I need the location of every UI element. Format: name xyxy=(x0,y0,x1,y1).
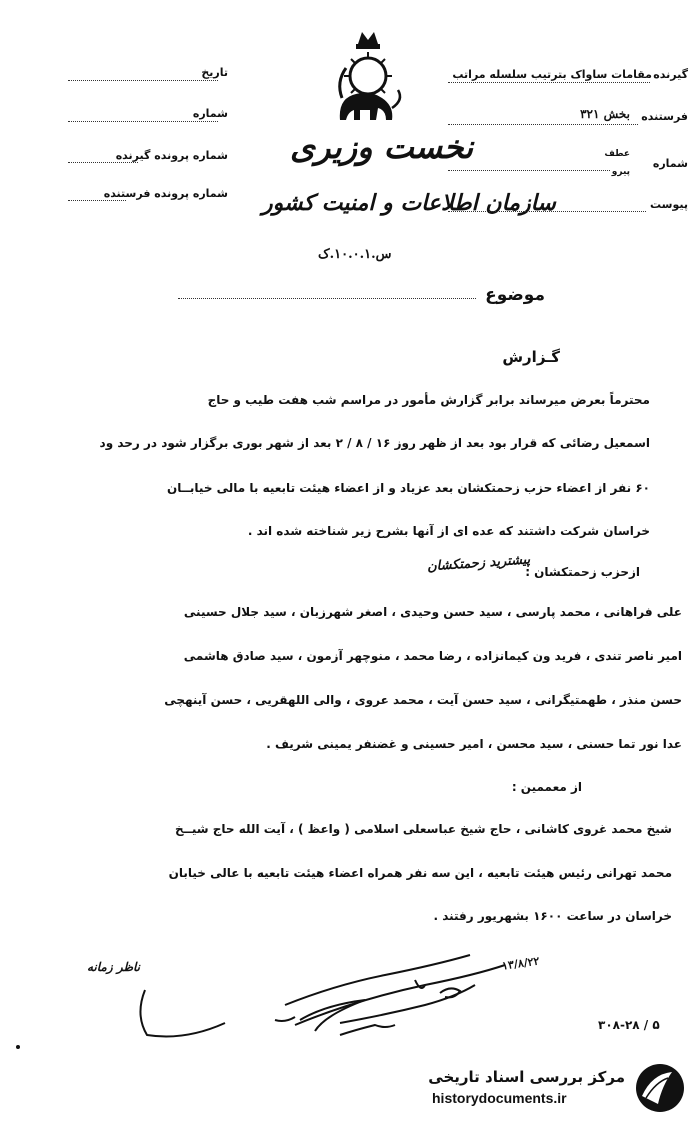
date-dotted-line xyxy=(68,80,218,81)
clergy-line: شیخ محمد غروی کاشانی ، حاج شیخ عباسعلی اسلامی ( واعظ ) ، آیت الله حاج شیــخ xyxy=(175,822,672,836)
attachment-label: پیوست xyxy=(650,198,688,211)
recipient-label: گیرنده xyxy=(653,68,688,81)
recipient-value: مقامات ساواک بترتیب سلسله مراتب xyxy=(452,68,652,81)
report-heading: گـزارش xyxy=(502,348,560,366)
lion-and-sun-emblem-icon xyxy=(326,28,410,128)
clergy-heading: از معممین : xyxy=(511,780,582,794)
body-line: خراسان شرکت داشتند که عده ای از آنها بشرح زیر شناخته شده اند . xyxy=(247,524,650,538)
footer-org-name: مرکز بررسی اسناد تاریخی xyxy=(428,1068,625,1086)
footer-url: historydocuments.ir xyxy=(432,1090,567,1106)
sender-dotted-line xyxy=(448,124,638,125)
date-label: تاریخ xyxy=(201,66,228,79)
recipient-dotted-line xyxy=(448,82,650,83)
name-line: حسن منذر ، طهمتیگرانی ، سید حسن آیت ، محمد عروی ، والی اللهقریی ، حسن آینهچی xyxy=(164,693,682,707)
number-dotted-line-right xyxy=(448,170,610,171)
handwritten-signature xyxy=(125,945,595,1050)
name-line: علی فراهانی ، محمد پارسی ، سید حسن وحیدی ، اصغر شهرزبان ، سید جلال حسینی xyxy=(183,605,682,619)
clergy-line: خراسان در ساعت ۱۶۰۰ بشهریور رفتند . xyxy=(433,909,672,923)
body-line: محترماً بعرض میرساند برابر گزارش مأمور در مراسم شب هفت طیب و حاج xyxy=(207,393,650,407)
party-heading: ازحزب زحمتکشان : xyxy=(525,565,640,579)
sender-label: فرستنده xyxy=(641,110,688,123)
body-line: اسمعیل رضائی که قرار بود بعد از ظهر روز ۱۶ / ۸ / ۲ بعد از شهر بوری برگزار شود در رحد ود xyxy=(99,436,650,450)
number-dotted-line-left xyxy=(68,121,218,122)
subject-label: موضوع xyxy=(485,285,545,305)
sender-file-dotted-line xyxy=(68,200,126,201)
emblem-code: س.۱۰.۰.۱.ک xyxy=(318,247,392,262)
number-sub-peyro: پیرو xyxy=(611,167,630,177)
sender-value: بخش ۳۲۱ xyxy=(580,107,630,121)
name-line: امیر ناصر تندی ، فرید ون کیمانزاده ، رضا محمد ، منوچهر آزمون ، سید صادق هاشمی xyxy=(183,649,682,663)
body-line: ۶۰ نفر از اعضاء حزب زحمتکشان بعد عزیاد و از اعضاء هیئت تابعیه با مالی خیابــان xyxy=(166,481,650,495)
subject-dotted-line xyxy=(178,298,476,299)
number-sub-atf: عطف xyxy=(604,149,630,159)
annotation-date: ۱۳/۸/۲۲ xyxy=(501,954,541,973)
sender-file-label: شماره پرونده فرستنده xyxy=(103,187,228,200)
emblem-title: نخست وزیری xyxy=(290,128,474,166)
archive-book-logo-icon xyxy=(632,1062,688,1114)
clergy-line: محمد تهرانی رئیس هیئت تابعیه ، این سه نفر همراه اعضاء هیئت تابعیه با عالی خیابان xyxy=(168,866,672,880)
ink-spot xyxy=(16,1045,20,1049)
name-line: عدا نور تما حسنی ، سید محسن ، امیر حسینی و غضنفر یمینی شریف . xyxy=(266,737,682,751)
attachment-dotted-line xyxy=(448,211,646,212)
emblem-org: سازمان اطلاعات و امنیت کشور xyxy=(262,190,556,216)
document-number: ۳۰۸-۲۸ / ۵ xyxy=(598,1018,660,1032)
party-handwritten-note: پیشترید زحمتکشان xyxy=(426,552,531,575)
recipient-file-label: شماره پرونده گیرنده xyxy=(115,149,228,162)
recipient-file-dotted-line xyxy=(68,162,138,163)
reporter-label: ناظر زمانه xyxy=(87,960,140,974)
number-label-left: شماره xyxy=(192,107,228,120)
number-label-right: شماره xyxy=(652,157,688,170)
